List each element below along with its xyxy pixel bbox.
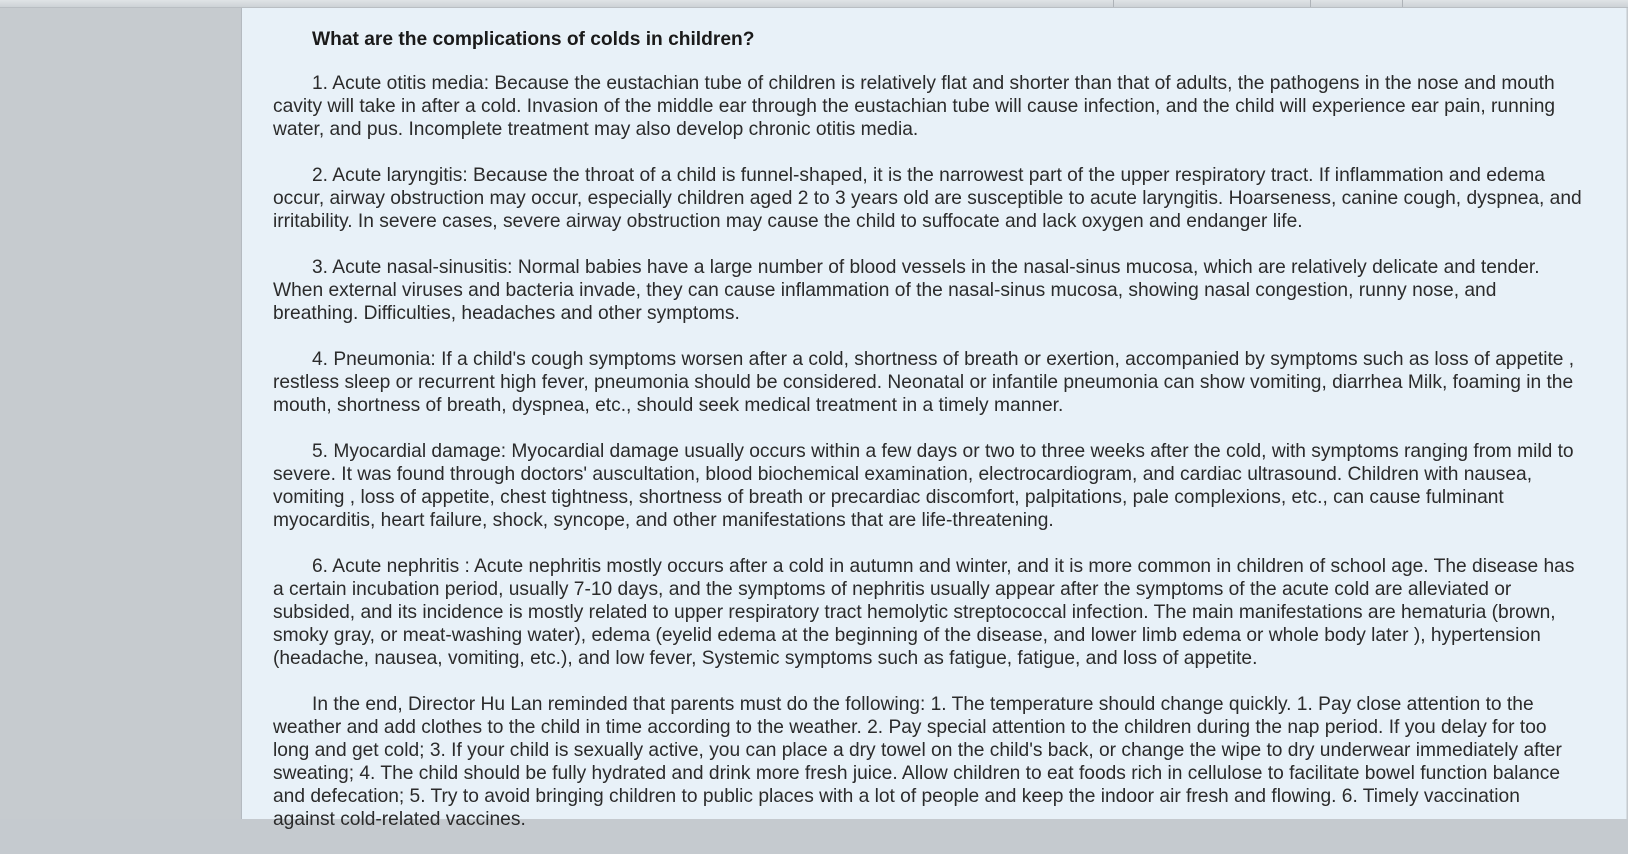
- toolbar-divider: [1402, 0, 1403, 7]
- paragraph-nephritis: 6. Acute nephritis : Acute nephritis mostly occurs after a cold in autumn and winter, and it is more common in children of school age. The disease has a certain incubation period, usually 7-10 days, and the symptoms of nephritis usually appear after the symptoms of the acute cold are alleviated or subsided, and its incidence is mostly related to upper respiratory tract hemolytic streptococcal infection. The main manifestations are hematuria (brown, smoky gray, or meat-washing water), edema (eyelid edema at the beginning of the disease, and lower limb edema or whole body later ), hypertension (headache, nausea, vomiting, etc.), and low fever, Systemic symptoms such as fatigue, fatigue, and loss of appetite.: [273, 556, 1575, 669]
- toolbar-divider: [1310, 0, 1311, 7]
- document-heading: What are the complications of colds in children?: [312, 29, 755, 50]
- document-content: [273, 28, 1585, 854]
- paragraph-laryngitis: 2. Acute laryngitis: Because the throat of a child is funnel-shaped, it is the narrowest part of the upper respiratory tract. If inflammation and edema occur, airway obstruction may occur, especially children aged 2 to 3 years old are susceptible to acute laryngitis. Hoarseness, canine cough, dyspnea, and irritability. In severe cases, severe airway obstruction may cause the child to suffocate and lack oxygen and endanger life.: [273, 165, 1582, 232]
- paragraph-nasal-sinusitis: 3. Acute nasal-sinusitis: Normal babies have a large number of blood vessels in the nasal-sinus mucosa, which are relatively delicate and tender. When external viruses and bacteria invade, they can cause inflammation of the nasal-sinus mucosa, showing nasal congestion, runny nose, and breathing. Difficulties, headaches and other symptoms.: [273, 257, 1540, 324]
- paragraph-conclusion: In the end, Director Hu Lan reminded that parents must do the following: 1. The temperature should change quickly. 1. Pay close attention to the weather and add clothes to the child in time according to the weather. 2. Pay special attention to the children during the nap period. If you delay for too long and get cold; 3. If your child is sexually active, you can place a dry towel on the child's back, or change the wipe to dry underwear immediately after sweating; 4. The child should be fully hydrated and drink more fresh juice. Allow children to eat foods rich in cellulose to facilitate bowel function balance and defecation; 5. Try to avoid bringing children to public places with a lot of people and keep the indoor air fresh and flowing. 6. Timely vaccination against cold-related vaccines.: [273, 694, 1562, 830]
- paragraph-pneumonia: 4. Pneumonia: If a child's cough symptoms worsen after a cold, shortness of breath or exertion, accompanied by symptoms such as loss of appetite , restless sleep or recurrent high fever, pneumonia should be considered. Neonatal or infantile pneumonia can show vomiting, diarrhea Milk, foaming in the mouth, shortness of breath, dyspnea, etc., should seek medical treatment in a timely manner.: [273, 349, 1575, 416]
- document-viewer[interactable]: [241, 8, 1627, 830]
- paragraph-myocardial-damage: 5. Myocardial damage: Myocardial damage usually occurs within a few days or two to three weeks after the cold, with symptoms ranging from mild to severe. It was found through doctors' auscultation, blood biochemical examination, electrocardiogram, and cardiac ultrasound. Children with nausea, vomiting , loss of appetite, chest tightness, shortness of breath or precardiac discomfort, palpitations, pale complexions, etc., can cause fulminant myocarditis, heart failure, shock, syncope, and other manifestations that are life-threatening.: [273, 441, 1574, 531]
- paragraph-otitis-media: 1. Acute otitis media: Because the eustachian tube of children is relatively flat and shorter than that of adults, the pathogens in the nose and mouth cavity will take in after a cold. Invasion of the middle ear through the eustachian tube will cause infection, and the child will experience ear pain, running water, and pus. Incomplete treatment may also develop chronic otitis media.: [273, 73, 1556, 140]
- toolbar-divider: [1113, 0, 1114, 7]
- top-toolbar-strip: [0, 0, 1628, 8]
- left-sidebar-panel: [0, 8, 240, 819]
